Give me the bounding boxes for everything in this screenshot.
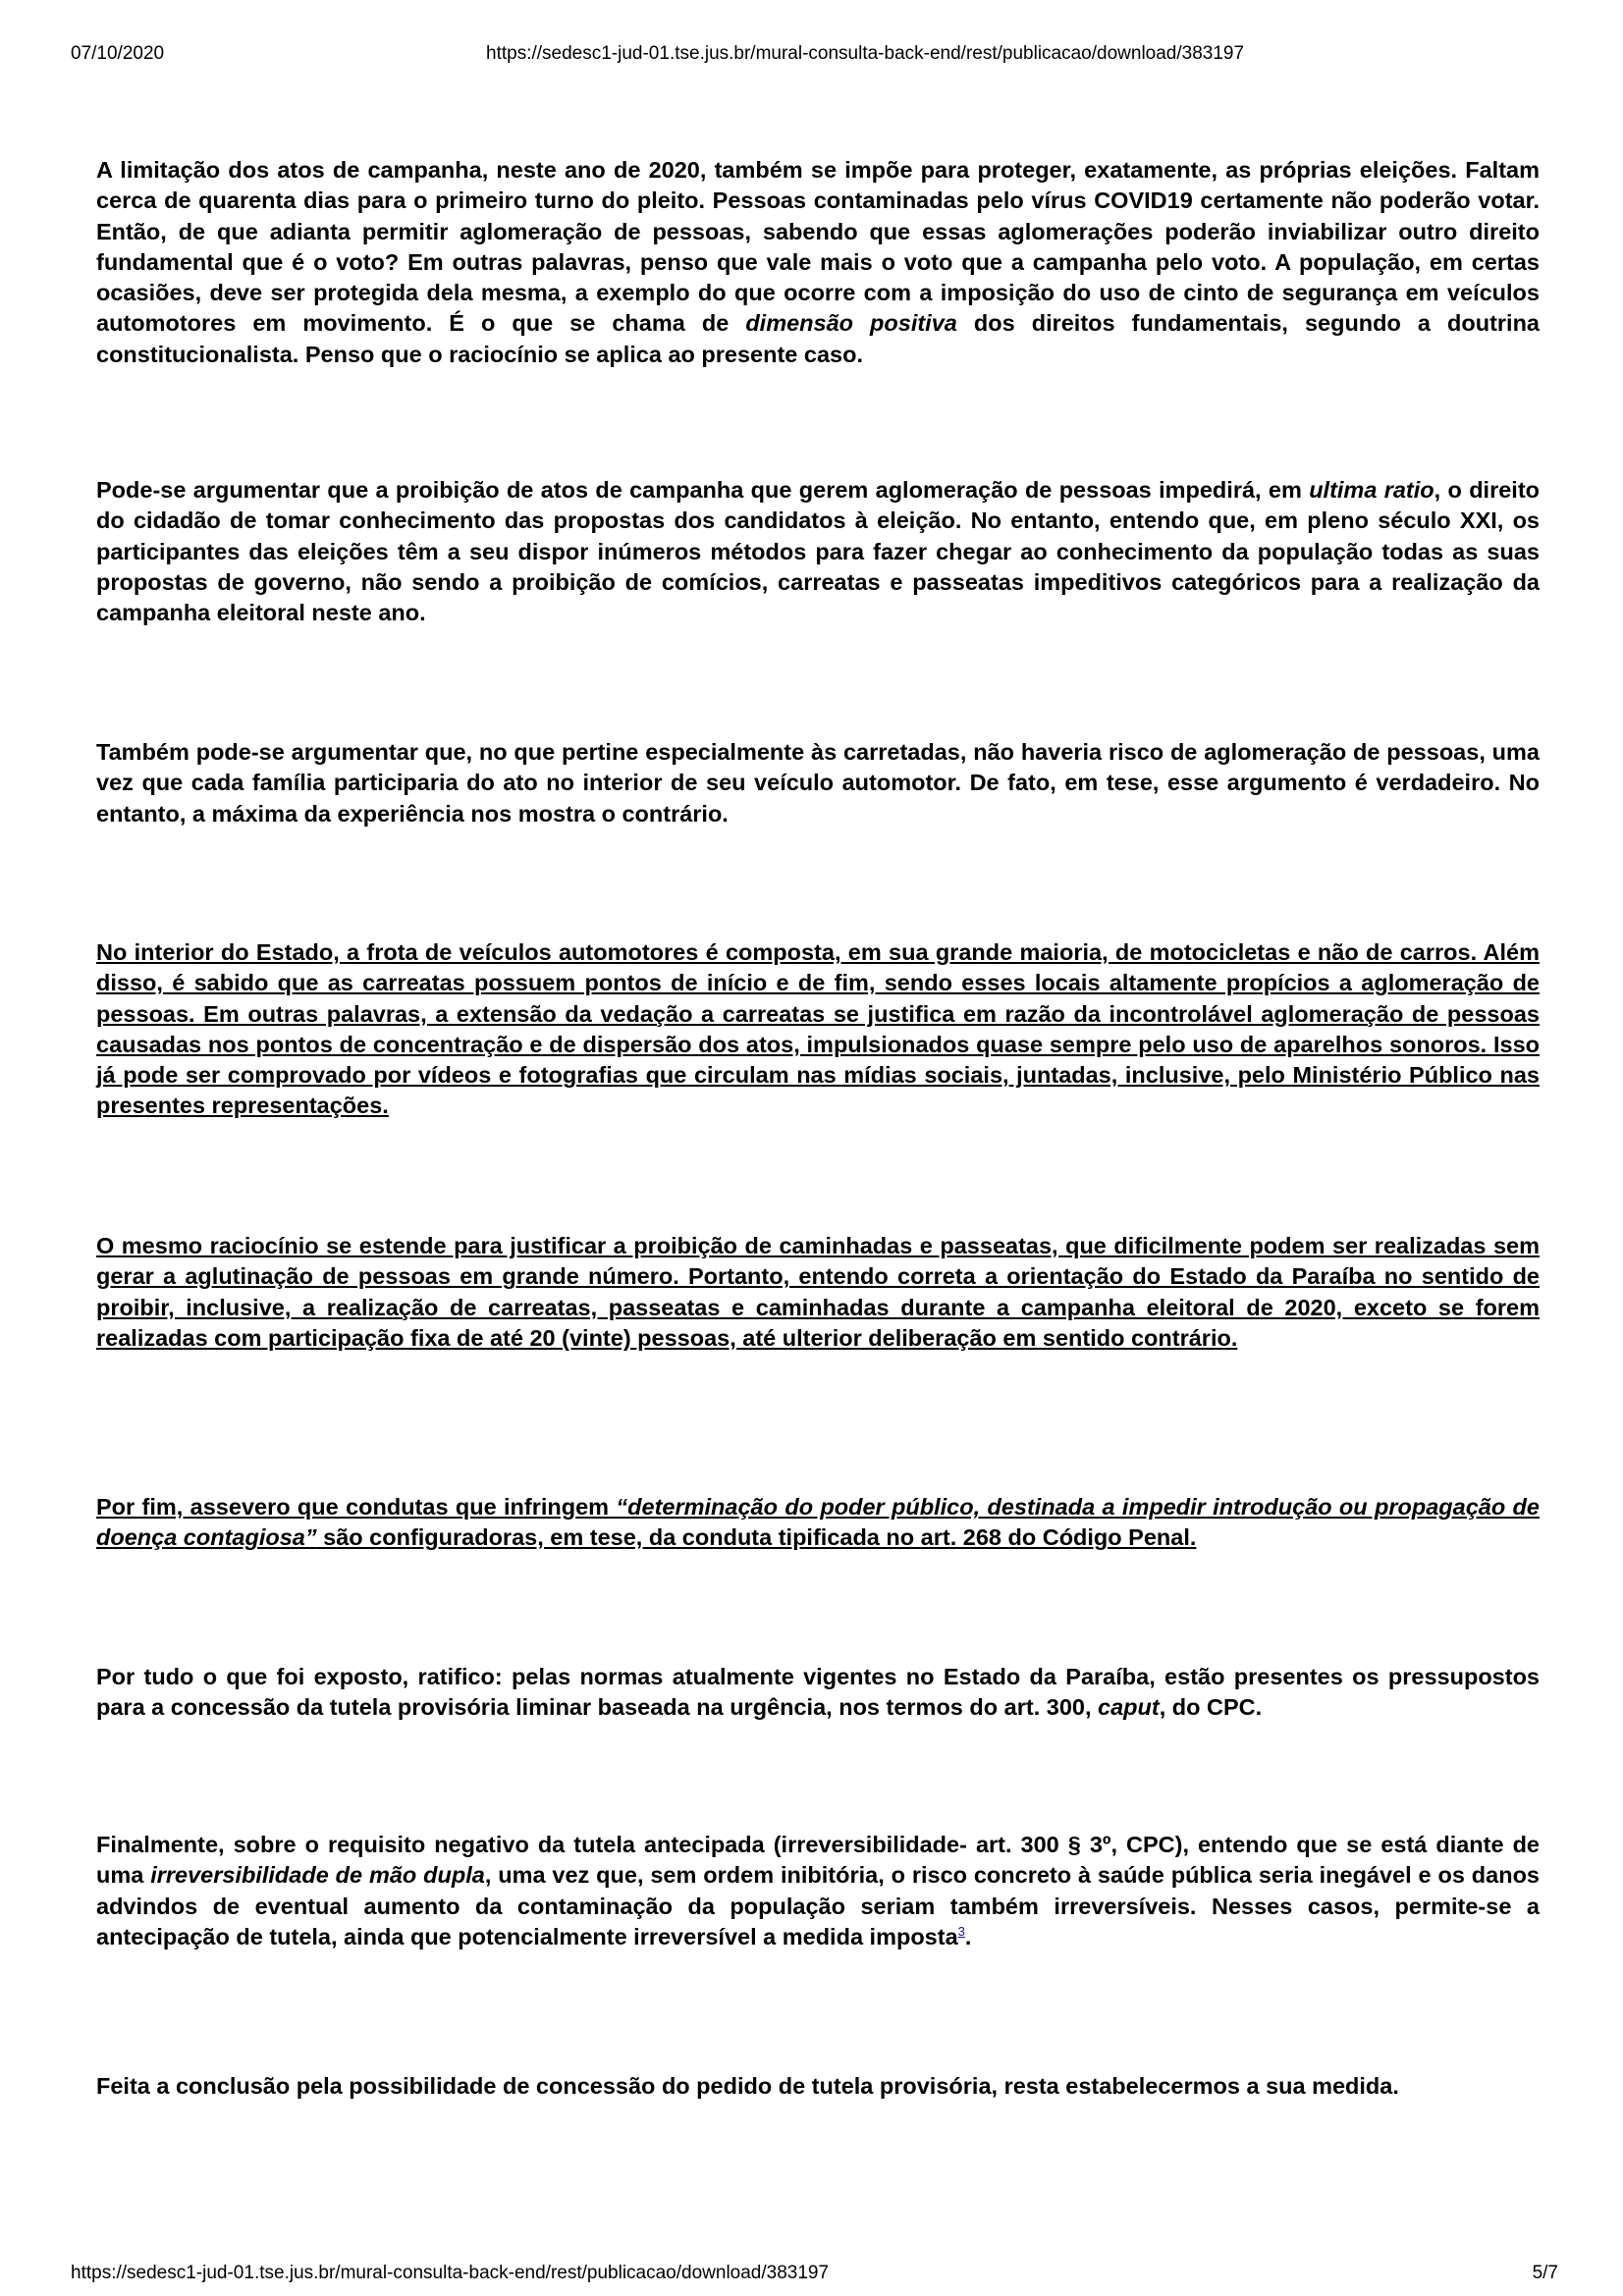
paragraph-6: Por fim, assevero que condutas que infringem “determinação do poder público, destinada a impedir introdução ou propagação de doença contagiosa” são configuradoras, em tese, da conduta tipificada no art. 268 do Código Penal.	[96, 1494, 1540, 1551]
print-header-url: https://sedesc1-jud-01.tse.jus.br/mural-consulta-back-end/rest/publicacao/download/383197	[486, 43, 1245, 64]
print-date: 07/10/2020	[71, 43, 165, 64]
paragraph-8: Finalmente, sobre o requisito negativo da tutela antecipada (irreversibilidade- art. 300 § 3º, CPC), entendo que se está diante de uma irreversibilidade de mão dupla, uma vez que, sem ordem inibitória, o risco concreto à saúde pública seria inegável e os danos advindos de eventual aumento da contaminação da população seriam também irreversíveis. Nesses casos, permite-se a antecipação de tutela, ainda que potencialmente irreversível a medida imposta$^3$.	[96, 1832, 1540, 1949]
paragraph-4: No interior do Estado, a frota de veículos automotores é composta, em sua grande maioria, de motocicletas e não de carros. Além disso, é sabido que as carreatas possuem pontos de início e de fim, sendo esses locais altamente propícios a aglomeração de pessoas. Em outras palavras, a extensão da vedação a carreatas se justifica em razão da incontrolável aglomeração de pessoas causadas nos pontos de concentração e de dispersão dos atos, impulsionados quase sempre pelo uso de aparelhos sonoros. Isso já pode ser comprovado por vídeos e fotografias que circulam nas mídias sociais, juntadas, inclusive, pelo Ministério Público nas presentes representações.	[96, 939, 1540, 1119]
paragraph-3: Também pode-se argumentar que, no que pertine especialmente às carretadas, não haveria risco de aglomeração de pessoas, uma vez que cada família participaria do ato no interior de seu veículo automotor. De fato, em tese, esse argumento é verdadeiro. No entanto, a máxima da experiência nos mostra o contrário.	[96, 739, 1540, 827]
footnote-link[interactable]: 3	[957, 1924, 965, 1940]
print-footer-url: https://sedesc1-jud-01.tse.jus.br/mural-consulta-back-end/rest/publicacao/download/383197	[71, 2263, 830, 2283]
paragraph-1: A limitação dos atos de campanha, neste ano de 2020, também se impõe para proteger, exatamente, as próprias eleições. Faltam cerca de quarenta dias para o primeiro turno do pleito. Pessoas contaminadas pelo vírus COVID19 certamente não poderão votar. Então, de que adianta permitir aglomeração de pessoas, sabendo que essas aglomerações poderão inviabilizar outro direito fundamental que é o voto? Em outras palavras, penso que vale mais o voto que a campanha pelo voto. A população, em certas ocasiões, deve ser protegida dela mesma, a exemplo do que ocorre com a imposição do uso de cinto de segurança em veículos automotores em movimento. É o que se chama de dimensão positiva dos direitos fundamentais, segundo a doutrina constitucionalista. Penso que o raciocínio se aplica ao presente caso.	[96, 157, 1540, 367]
paragraph-2: Pode-se argumentar que a proibição de atos de campanha que gerem aglomeração de pessoas impedirá, em ultima ratio, o direito do cidadão de tomar conhecimento das propostas dos candidatos à eleição. No entanto, entendo que, em pleno século XXI, os participantes das eleições têm a seu dispor inúmeros métodos para fazer chegar ao conhecimento da população todas as suas propostas de governo, não sendo a proibição de comícios, carreatas e passeatas impeditivos categóricos para a realização da campanha eleitoral neste ano.	[96, 477, 1541, 626]
paragraph-9: Feita a conclusão pela possibilidade de concessão do pedido de tutela provisória, resta estabelecermos a sua medida.	[96, 2073, 1399, 2099]
paragraph-5: O mesmo raciocínio se estende para justificar a proibição de caminhadas e passeatas, que dificilmente podem ser realizadas sem gerar a aglutinação de pessoas em grande número. Portanto, entendo correta a orientação do Estado da Paraíba no sentido de proibir, inclusive, a realização de carreatas, passeatas e caminhadas durante a campanha eleitoral de 2020, exceto se forem realizadas com participação fixa de até 20 (vinte) pessoas, até ulterior deliberação em sentido contrário.	[96, 1233, 1540, 1351]
paragraph-7: Por tudo o que foi exposto, ratifico: pelas normas atualmente vigentes no Estado da Paraíba, estão presentes os pressupostos para a concessão da tutela provisória liminar baseada na urgência, nos termos do art. 300, caput, do CPC.	[96, 1664, 1540, 1721]
page-number: 5/7	[1532, 2263, 1558, 2283]
